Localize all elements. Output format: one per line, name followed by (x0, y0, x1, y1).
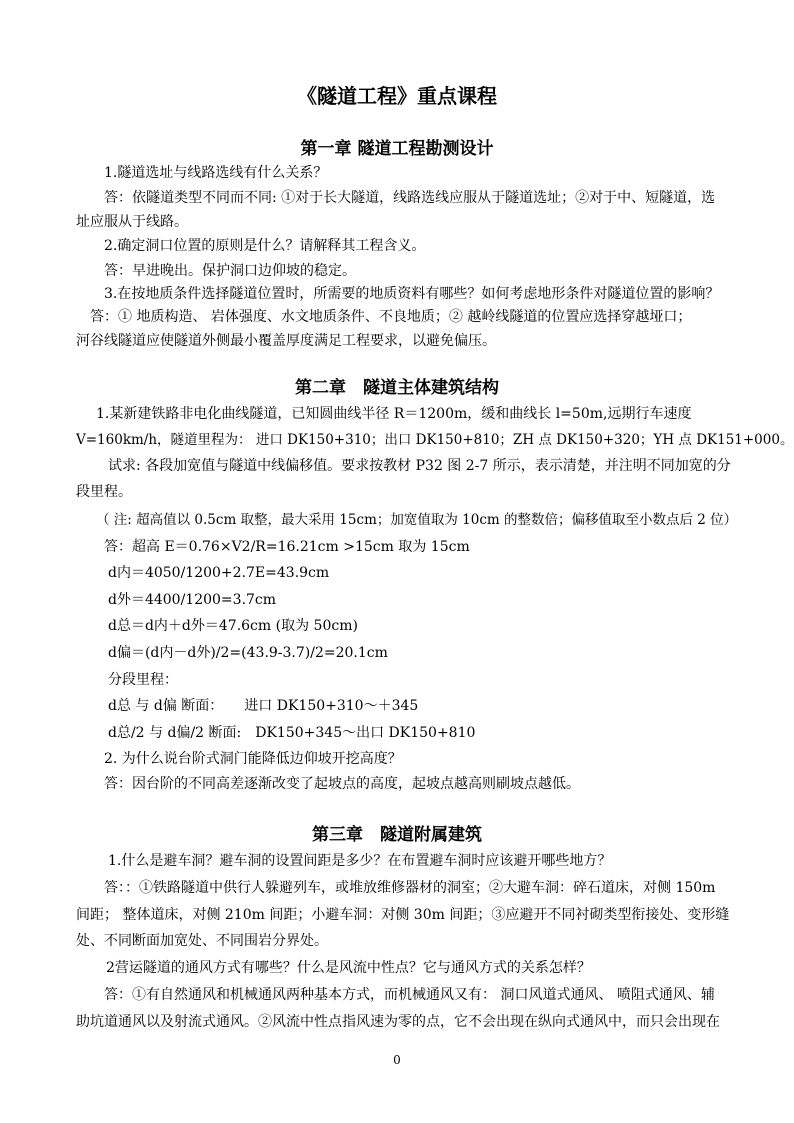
ch2-segment-2: d总/2 与 d偏/2 断面: DK150+345～出口 DK150+810 (108, 725, 476, 741)
ch2-d-offset: d偏＝(d内－d外)/2=(43.9-3.7)/2=20.1cm (108, 645, 388, 661)
ch1-answer-2: 答：早进晚出。保护洞口边仰坡的稳定。 (104, 263, 356, 279)
ch2-answer-2: 答：因台阶的不同高差逐渐改变了起坡点的高度，起坡点越高则刷坡点越低。 (104, 776, 580, 792)
ch3-answer-1-cont2: 处、不同断面加宽处、不同围岩分界处。 (76, 933, 328, 949)
ch3-answer-2-cont: 助坑道通风以及射流式通风。②风流中性点指风速为零的点，它不会出现在纵向式通风中，而只会出现在 (76, 1014, 720, 1030)
ch3-answer-2: 答：①有自然通风和机械通风两种基本方式，而机械通风又有： 洞口风道式通风、 喷阻式通风、辅 (104, 987, 715, 1003)
ch2-question-1-cont: V=160km/h，隧道里程为： 进口 DK150+310；出口 DK150+810；ZH 点 DK150+320；YH 点 DK151+000。 (76, 432, 794, 448)
ch2-d-inner: d内＝4050/1200+2.7E=43.9cm (108, 565, 330, 581)
ch3-question-2: 2营运隧道的通风方式有哪些？什么是风流中性点？它与通风方式的关系怎样？ (106, 960, 591, 976)
ch2-task-cont: 段里程。 (76, 484, 132, 500)
ch2-task: 试求: 各段加宽值与隧道中线偏移值。要求按教材 P32 图 2-7 所示，表示清楚，并注明不同加宽的分 (108, 458, 731, 474)
chapter-1-heading: 第一章 隧道工程勘测设计 (300, 139, 494, 159)
ch1-answer-3-cont: 河谷线隧道应使隧道外侧最小覆盖厚度满足工程要求，以避免偏压。 (76, 333, 496, 349)
ch2-d-outer: d外＝4400/1200=3.7cm (108, 592, 277, 608)
ch1-answer-1-cont: 址应服从于线路。 (76, 214, 188, 230)
document-title: 《隧道工程》重点课程 (297, 84, 497, 108)
ch3-answer-1: 答：：①铁路隧道中供行人躲避列车，或堆放维修器材的洞室；②大避车洞：碎石道床，对侧 150m (104, 880, 716, 896)
ch2-note: （ 注: 超高值以 0.5cm 取整，最大采用 15cm；加宽值取为 10cm 的整数倍；偏移值取至小数点后 2 位） (96, 512, 738, 528)
ch2-question-2: 2. 为什么说台阶式洞门能降低边仰坡开挖高度？ (104, 751, 402, 767)
ch3-question-1: 1.什么是避车洞？避车洞的设置间距是多少？在布置避车洞时应该避开哪些地方？ (108, 853, 612, 869)
ch1-question-3: 3.在按地质条件选择隧道位置时，所需要的地质资料有哪些？如何考虑地形条件对隧道位置的影响？ (104, 286, 720, 302)
chapter-2-heading: 第二章 隧道主体建筑结构 (295, 378, 499, 398)
ch1-answer-3: 答：① 地质构造、 岩体强度、水文地质条件、不良地质；② 越岭线隧道的位置应选择穿越垭口； (90, 309, 692, 325)
ch1-question-2: 2.确定洞口位置的原则是什么？请解释其工程含义。 (104, 238, 426, 254)
ch2-d-total: d总＝d内＋d外＝47.6cm (取为 50cm) (108, 618, 358, 634)
ch2-segment-label: 分段里程： (108, 672, 178, 688)
ch2-answer-superelevation: 答：超高 E＝0.76×V2/R=16.21cm >15cm 取为 15cm (104, 539, 470, 555)
ch2-segment-1: d总 与 d偏 断面： 进口 DK150+310～＋345 (108, 698, 419, 714)
ch1-answer-1: 答：依隧道类型不同而不同: ①对于长大隧道，线路选线应服从于隧道选址；②对于中、短隧道，选 (104, 190, 716, 206)
chapter-3-heading: 第三章 隧道附属建筑 (312, 825, 482, 845)
ch1-question-1: 1.隧道选址与线路选线有什么关系？ (104, 165, 328, 181)
page-number: 0 (393, 1053, 401, 1067)
ch3-answer-1-cont: 间距； 整体道床，对侧 210m 间距；小避车洞：对侧 30m 间距；③应避开不同衬砌类型衔接处、变形缝 (76, 907, 730, 923)
ch2-question-1: 1.某新建铁路非电化曲线隧道，已知圆曲线半径 R＝1200m，缓和曲线长 l=50m,远期行车速度 (96, 406, 692, 422)
